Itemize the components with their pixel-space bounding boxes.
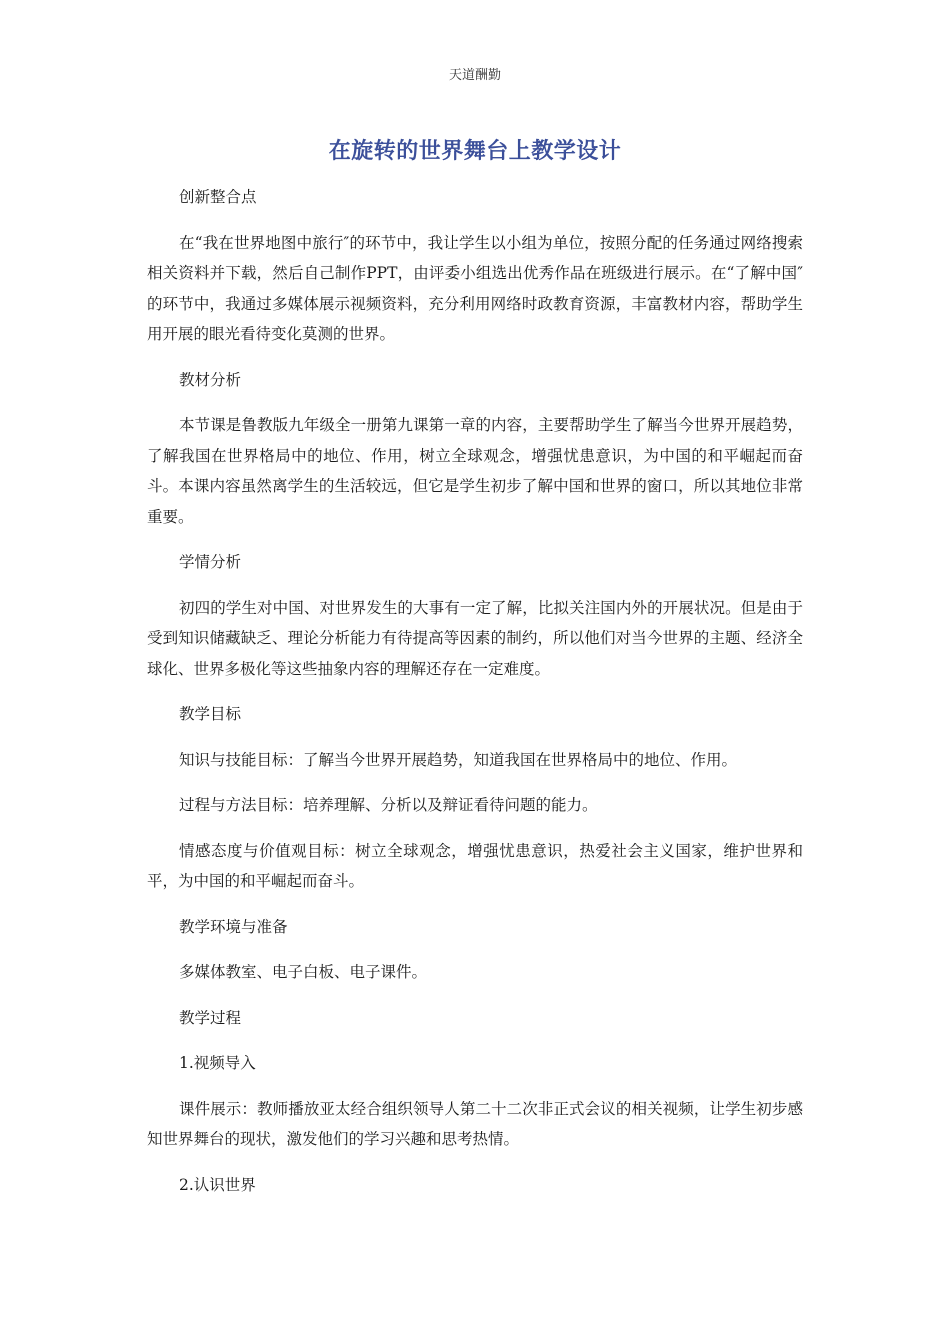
paragraph-video-intro: 课件展示：教师播放亚太经合组织领导人第二十二次非正式会议的相关视频，让学生初步感知世界舞台的现状，激发他们的学习兴趣和思考热情。	[147, 1099, 803, 1148]
section-heading-textbook-analysis: 教材分析	[179, 370, 242, 389]
section-heading-teaching-process: 教学过程	[179, 1008, 242, 1027]
paragraph-goal-emotion: 情感态度与价值观目标：树立全球观念，增强忧患意识，热爱社会主义国家，维护世界和平，为中国的和平崛起而奋斗。	[147, 841, 803, 890]
subsection-heading-video-intro: 1.视频导入	[179, 1054, 256, 1072]
paragraph-textbook-analysis: 本节课是鲁教版九年级全一册第九课第一章的内容，主要帮助学生了解当今世界开展趋势，了解我国在世界格局中的地位、作用，树立全球观念，增强忧患意识，为中国的和平崛起而奋斗。本课内容虽然离学生的生活较远，但它是学生初步了解中国和世界的窗口，所以其地位非常重要。	[147, 416, 803, 526]
section-heading-student-analysis: 学情分析	[179, 553, 242, 571]
page-header: 天道酬勤	[448, 68, 501, 83]
paragraph-student-analysis: 初四的学生对中国、对世界发生的大事有一定了解，比拟关注国内外的开展状况。但是由于受到知识储藏缺乏、理论分析能力有待提高等因素的制约，所以他们对当今世界的主题、经济全球化、世界多极化等这些抽象内容的理解还存在一定难度。	[147, 598, 803, 678]
section-heading-teaching-goals: 教学目标	[179, 705, 242, 723]
section-heading-environment: 教学环境与准备	[179, 917, 288, 936]
document-title: 在旋转的世界舞台上教学设计	[328, 139, 622, 164]
subsection-heading-know-world: 2.认识世界	[179, 1175, 256, 1194]
paragraph-goal-knowledge: 知识与技能目标：了解当今世界开展趋势，知道我国在世界格局中的地位、作用。	[179, 750, 738, 769]
document-body	[147, 182, 803, 1215]
paragraph-goal-process: 过程与方法目标：培养理解、分析以及辩证看待问题的能力。	[179, 796, 598, 814]
paragraph-innovation: 在“我在世界地图中旅行″的环节中，我让学生以小组为单位，按照分配的任务通过网络搜索相关资料并下载，然后自己制作PPT，由评委小组选出优秀作品在班级进行展示。在“了解中国″的环节中，我通过多媒体展示视频资料，充分利用网络时政教育资源，丰富教材内容，帮助学生用开展的眼光看待变化莫测的世界。	[147, 233, 803, 343]
paragraph-environment: 多媒体教室、电子白板、电子课件。	[179, 963, 428, 981]
section-heading-innovation: 创新整合点	[179, 188, 257, 206]
